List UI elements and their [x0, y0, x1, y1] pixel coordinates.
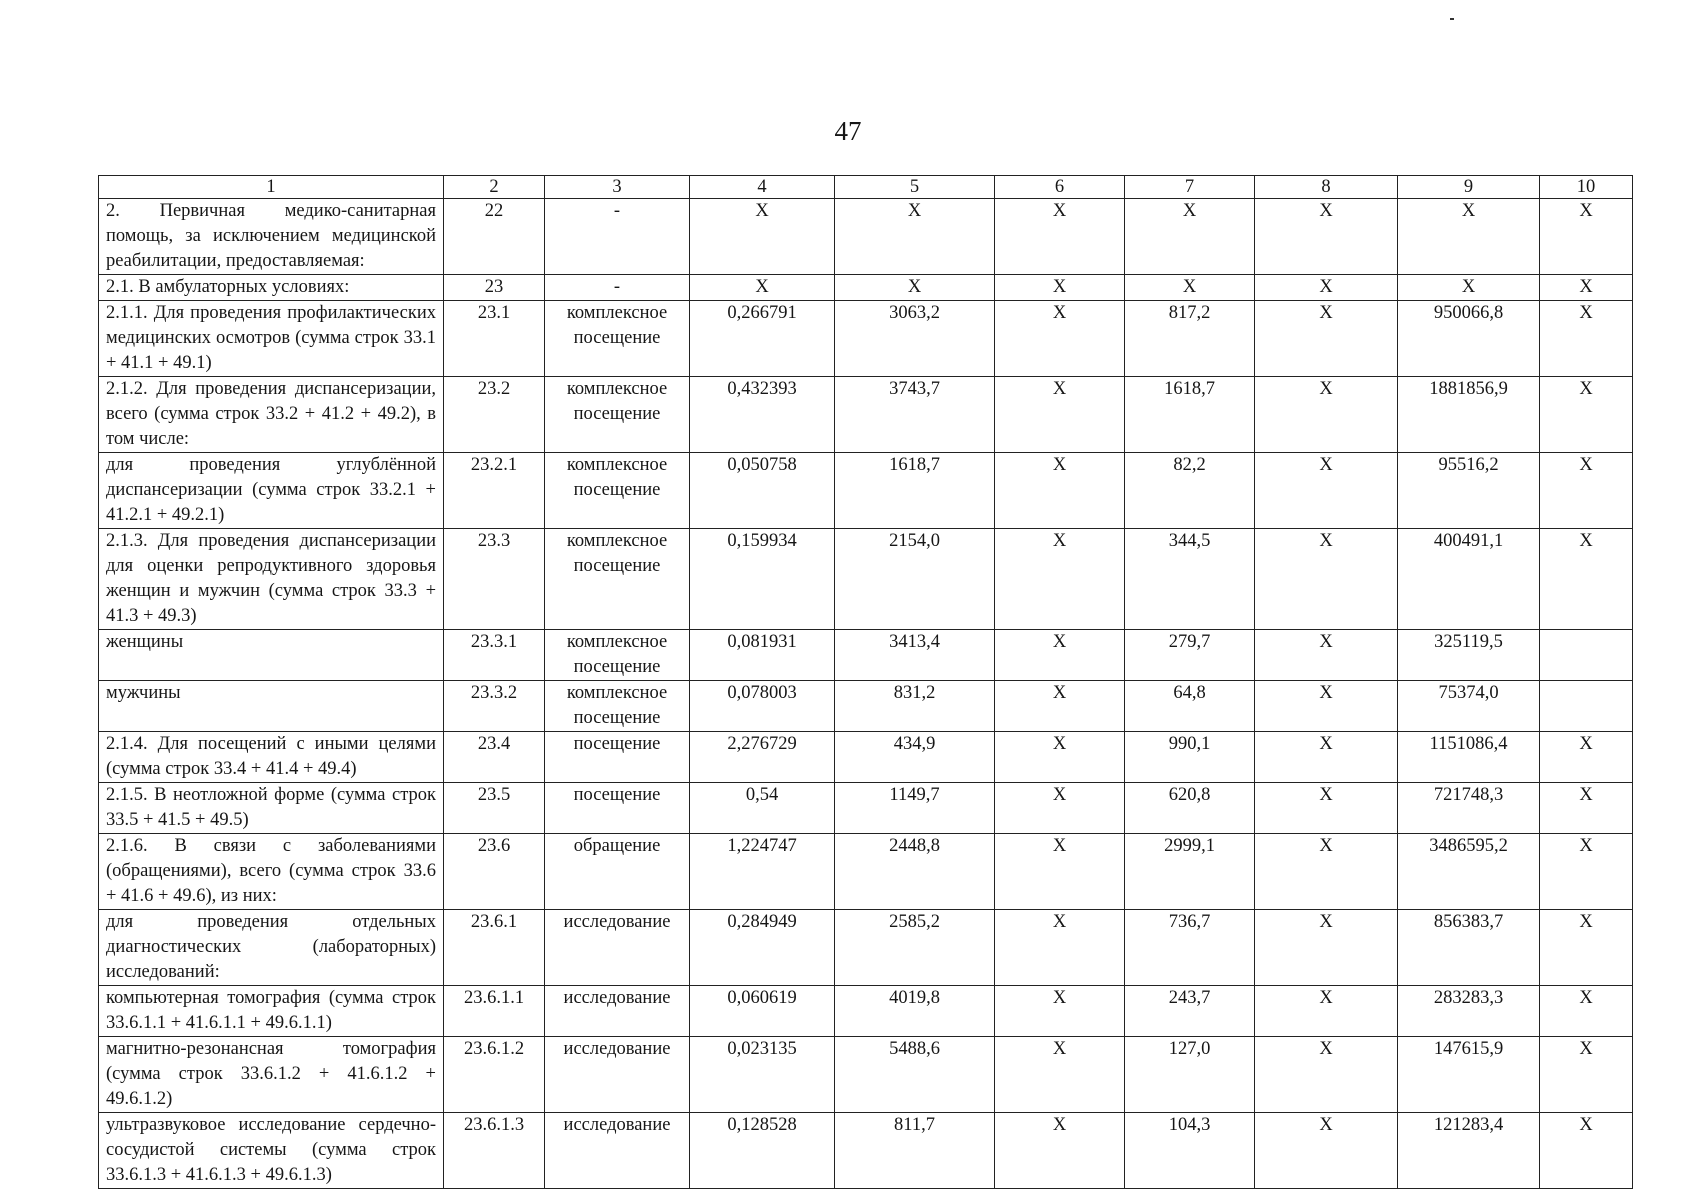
volume-norm: 0,54 — [690, 783, 835, 834]
per-capita-value: 736,7 — [1125, 910, 1255, 986]
cost-norm: 3413,4 — [835, 630, 995, 681]
cost-norm: 2448,8 — [835, 834, 995, 910]
marker-x: Х — [1540, 453, 1633, 529]
total-value: 3486595,2 — [1398, 834, 1540, 910]
volume-norm: Х — [690, 199, 835, 275]
table-row — [99, 986, 1633, 1037]
volume-norm: 0,081931 — [690, 630, 835, 681]
total-value: 856383,7 — [1398, 910, 1540, 986]
marker-x: Х — [995, 783, 1125, 834]
marker-x: Х — [1255, 834, 1398, 910]
total-value: 1151086,4 — [1398, 732, 1540, 783]
per-capita-value: 64,8 — [1125, 681, 1255, 732]
cost-norm: 1618,7 — [835, 453, 995, 529]
marker-x: Х — [995, 986, 1125, 1037]
marker-x: Х — [1540, 1037, 1633, 1113]
total-value: 95516,2 — [1398, 453, 1540, 529]
unit-of-measure: посещение — [545, 732, 690, 783]
table-row — [99, 681, 1633, 732]
row-code: 23.5 — [444, 783, 545, 834]
per-capita-value: 127,0 — [1125, 1037, 1255, 1113]
volume-norm: 0,266791 — [690, 301, 835, 377]
cost-norm: Х — [835, 275, 995, 301]
cost-norm: Х — [835, 199, 995, 275]
unit-of-measure: - — [545, 199, 690, 275]
per-capita-value: 2999,1 — [1125, 834, 1255, 910]
cost-norm: 4019,8 — [835, 986, 995, 1037]
marker-x: Х — [1255, 199, 1398, 275]
unit-of-measure: комплексное посещение — [545, 681, 690, 732]
cost-norm: 2585,2 — [835, 910, 995, 986]
volume-norm: 2,276729 — [690, 732, 835, 783]
total-value: 283283,3 — [1398, 986, 1540, 1037]
table-row — [99, 630, 1633, 681]
unit-of-measure: исследование — [545, 910, 690, 986]
row-code: 23.3.1 — [444, 630, 545, 681]
marker-x: Х — [1255, 630, 1398, 681]
page-number: 47 — [834, 116, 862, 146]
table-row — [99, 910, 1633, 986]
total-value: 1881856,9 — [1398, 377, 1540, 453]
volume-norm: 0,284949 — [690, 910, 835, 986]
row-name: 2.1.6. В связи с заболеваниями (обращениями), всего (сумма строк 33.6 + 41.6 + 49.6), из них: — [99, 834, 444, 910]
column-number: 8 — [1255, 176, 1398, 199]
row-code: 23.2.1 — [444, 453, 545, 529]
data-table — [98, 175, 1633, 1189]
total-value: 721748,3 — [1398, 783, 1540, 834]
row-name: 2. Первичная медико-санитарная помощь, за исключением медицинской реабилитации, предоставляемая: — [99, 199, 444, 275]
row-code: 23.4 — [444, 732, 545, 783]
table-row — [99, 834, 1633, 910]
column-number: 10 — [1540, 176, 1633, 199]
row-name: мужчины — [99, 681, 444, 732]
scan-mark — [1450, 18, 1454, 20]
volume-norm: 1,224747 — [690, 834, 835, 910]
table-row — [99, 732, 1633, 783]
marker-x: Х — [995, 1037, 1125, 1113]
column-number: 1 — [99, 176, 444, 199]
total-value: 950066,8 — [1398, 301, 1540, 377]
per-capita-value: 82,2 — [1125, 453, 1255, 529]
table-row — [99, 275, 1633, 301]
table-row — [99, 453, 1633, 529]
marker-x: Х — [1255, 453, 1398, 529]
marker-x: Х — [995, 910, 1125, 986]
volume-norm: 0,078003 — [690, 681, 835, 732]
cost-norm: 5488,6 — [835, 1037, 995, 1113]
marker-x: Х — [995, 301, 1125, 377]
per-capita-value: 990,1 — [1125, 732, 1255, 783]
marker-x: Х — [1255, 986, 1398, 1037]
unit-of-measure: комплексное посещение — [545, 630, 690, 681]
per-capita-value: Х — [1125, 275, 1255, 301]
row-name: 2.1.4. Для посещений с иными целями (сумма строк 33.4 + 41.4 + 49.4) — [99, 732, 444, 783]
marker-x: Х — [995, 732, 1125, 783]
table-row — [99, 783, 1633, 834]
table-row — [99, 1037, 1633, 1113]
column-number-row — [99, 176, 1633, 199]
row-code: 23.2 — [444, 377, 545, 453]
unit-of-measure: комплексное посещение — [545, 529, 690, 630]
table-row — [99, 1113, 1633, 1189]
marker-x: Х — [1255, 529, 1398, 630]
marker-x: Х — [1540, 377, 1633, 453]
per-capita-value: 620,8 — [1125, 783, 1255, 834]
cost-norm: 3063,2 — [835, 301, 995, 377]
row-name: 2.1. В амбулаторных условиях: — [99, 275, 444, 301]
row-code: 23 — [444, 275, 545, 301]
marker-x: Х — [995, 453, 1125, 529]
per-capita-value: 279,7 — [1125, 630, 1255, 681]
unit-of-measure: исследование — [545, 1113, 690, 1189]
column-number: 9 — [1398, 176, 1540, 199]
marker-x: Х — [995, 834, 1125, 910]
total-value: 147615,9 — [1398, 1037, 1540, 1113]
row-name: женщины — [99, 630, 444, 681]
unit-of-measure: исследование — [545, 986, 690, 1037]
row-name: для проведения отдельных диагностических (лабораторных) исследований: — [99, 910, 444, 986]
row-name: 2.1.5. В неотложной форме (сумма строк 33.5 + 41.5 + 49.5) — [99, 783, 444, 834]
row-code: 23.6.1.1 — [444, 986, 545, 1037]
marker-x: Х — [1540, 834, 1633, 910]
per-capita-value: 344,5 — [1125, 529, 1255, 630]
per-capita-value: Х — [1125, 199, 1255, 275]
marker-x: Х — [1255, 301, 1398, 377]
unit-of-measure: исследование — [545, 1037, 690, 1113]
volume-norm: 0,159934 — [690, 529, 835, 630]
per-capita-value: 104,3 — [1125, 1113, 1255, 1189]
unit-of-measure: посещение — [545, 783, 690, 834]
marker-x: Х — [1255, 732, 1398, 783]
column-number: 3 — [545, 176, 690, 199]
volume-norm: 0,050758 — [690, 453, 835, 529]
per-capita-value: 243,7 — [1125, 986, 1255, 1037]
cost-norm: 3743,7 — [835, 377, 995, 453]
volume-norm: 0,023135 — [690, 1037, 835, 1113]
row-code: 22 — [444, 199, 545, 275]
unit-of-measure: - — [545, 275, 690, 301]
row-name: 2.1.3. Для проведения диспансеризации для оценки репродуктивного здоровья женщин и мужчин (сумма строк 33.3 + 41.3 + 49.3) — [99, 529, 444, 630]
table-row — [99, 301, 1633, 377]
table-row — [99, 377, 1633, 453]
row-code: 23.6.1.3 — [444, 1113, 545, 1189]
volume-norm: Х — [690, 275, 835, 301]
marker-x: Х — [1255, 910, 1398, 986]
row-name: 2.1.1. Для проведения профилактических медицинских осмотров (сумма строк 33.1 + 41.1 + 49.1) — [99, 301, 444, 377]
marker-x: Х — [1540, 783, 1633, 834]
row-code: 23.1 — [444, 301, 545, 377]
marker-x: Х — [1540, 199, 1633, 275]
marker-x: Х — [1255, 783, 1398, 834]
row-name: магнитно-резонансная томография (сумма строк 33.6.1.2 + 41.6.1.2 + 49.6.1.2) — [99, 1037, 444, 1113]
per-capita-value: 1618,7 — [1125, 377, 1255, 453]
total-value: 325119,5 — [1398, 630, 1540, 681]
cost-norm: 434,9 — [835, 732, 995, 783]
marker-x — [1540, 630, 1633, 681]
cost-norm: 1149,7 — [835, 783, 995, 834]
marker-x: Х — [1540, 1113, 1633, 1189]
column-number: 5 — [835, 176, 995, 199]
total-value: 121283,4 — [1398, 1113, 1540, 1189]
column-number: 2 — [444, 176, 545, 199]
column-number: 6 — [995, 176, 1125, 199]
total-value: 400491,1 — [1398, 529, 1540, 630]
cost-norm: 2154,0 — [835, 529, 995, 630]
marker-x: Х — [995, 681, 1125, 732]
marker-x: Х — [1540, 529, 1633, 630]
volume-norm: 0,128528 — [690, 1113, 835, 1189]
marker-x: Х — [1255, 1037, 1398, 1113]
row-code: 23.6 — [444, 834, 545, 910]
marker-x: Х — [1255, 275, 1398, 301]
unit-of-measure: обращение — [545, 834, 690, 910]
table-row — [99, 199, 1633, 275]
marker-x: Х — [1540, 910, 1633, 986]
marker-x: Х — [1540, 301, 1633, 377]
unit-of-measure: комплексное посещение — [545, 301, 690, 377]
volume-norm: 0,432393 — [690, 377, 835, 453]
marker-x: Х — [995, 199, 1125, 275]
column-number: 4 — [690, 176, 835, 199]
row-name: ультразвуковое исследование сердечно-сосудистой системы (сумма строк 33.6.1.3 + 41.6.1.3 + 49.6.1.3) — [99, 1113, 444, 1189]
volume-norm: 0,060619 — [690, 986, 835, 1037]
marker-x: Х — [995, 630, 1125, 681]
unit-of-measure: комплексное посещение — [545, 453, 690, 529]
per-capita-value: 817,2 — [1125, 301, 1255, 377]
marker-x: Х — [1540, 732, 1633, 783]
marker-x: Х — [995, 1113, 1125, 1189]
marker-x: Х — [1255, 681, 1398, 732]
marker-x: Х — [1255, 377, 1398, 453]
marker-x: Х — [1255, 1113, 1398, 1189]
column-number: 7 — [1125, 176, 1255, 199]
marker-x — [1540, 681, 1633, 732]
row-name: для проведения углублённой диспансеризации (сумма строк 33.2.1 + 41.2.1 + 49.2.1) — [99, 453, 444, 529]
total-value: Х — [1398, 199, 1540, 275]
row-code: 23.3 — [444, 529, 545, 630]
marker-x: Х — [1540, 275, 1633, 301]
cost-norm: 831,2 — [835, 681, 995, 732]
cost-norm: 811,7 — [835, 1113, 995, 1189]
marker-x: Х — [995, 529, 1125, 630]
marker-x: Х — [995, 377, 1125, 453]
marker-x: Х — [995, 275, 1125, 301]
row-name: 2.1.2. Для проведения диспансеризации, всего (сумма строк 33.2 + 41.2 + 49.2), в том числе: — [99, 377, 444, 453]
unit-of-measure: комплексное посещение — [545, 377, 690, 453]
row-name: компьютерная томография (сумма строк 33.6.1.1 + 41.6.1.1 + 49.6.1.1) — [99, 986, 444, 1037]
total-value: 75374,0 — [1398, 681, 1540, 732]
table-row — [99, 529, 1633, 630]
row-code: 23.3.2 — [444, 681, 545, 732]
row-code: 23.6.1.2 — [444, 1037, 545, 1113]
marker-x: Х — [1540, 986, 1633, 1037]
total-value: Х — [1398, 275, 1540, 301]
row-code: 23.6.1 — [444, 910, 545, 986]
